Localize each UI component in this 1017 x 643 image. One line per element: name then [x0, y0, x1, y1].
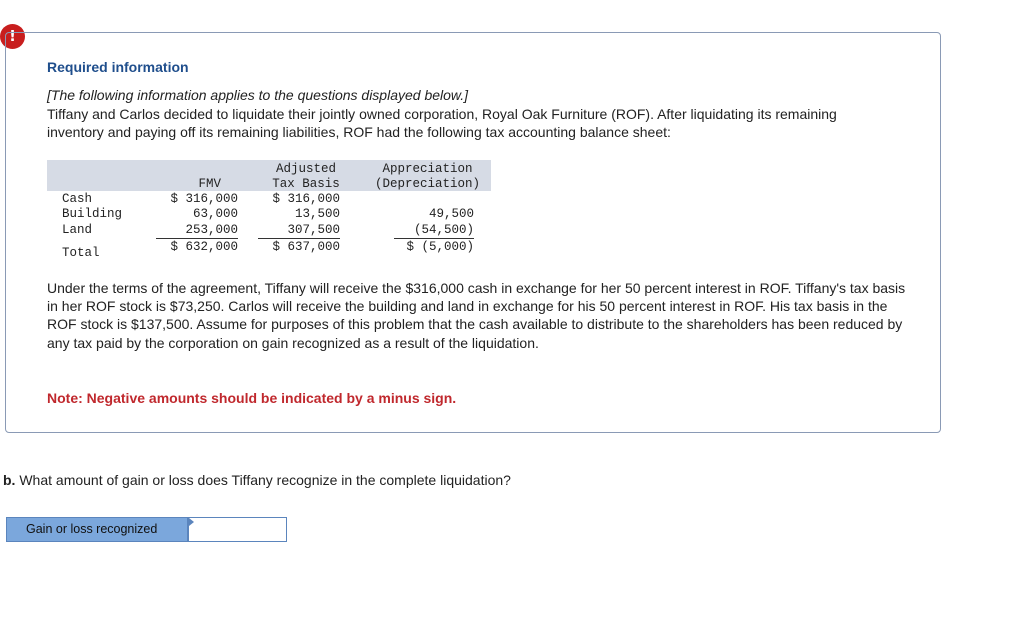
gain-or-loss-input[interactable]: [188, 517, 287, 542]
row-land-label: Land: [62, 223, 93, 237]
header-appr-line1: Appreciation: [382, 162, 473, 176]
row-cash-fmv: $ 316,000: [170, 192, 238, 206]
row-building-fmv: 63,000: [192, 207, 238, 221]
info-intro-italic: [The following information applies to the questions displayed below.]: [47, 87, 469, 103]
header-basis-line1: Adjusted: [275, 162, 336, 176]
question-prefix: b.: [3, 472, 16, 488]
row-total-fmv: $ 632,000: [170, 240, 238, 254]
header-fmv: FMV: [198, 177, 221, 191]
info-body-text: Under the terms of the agreement, Tiffany will receive the $316,000 cash in exchange for her 50 percent interest in ROF. Tiffany's tax basis in her ROF stock is $73,250. Carlos will receive the building and land in exchange for his 50 percent interest in ROF. His tax basis in the ROF stock is $137,500. Assume for purposes of this problem that the cash available to distribute to the shareholders has been reduced by any tax paid by the corporation on gain recognized as a result of the liquidation.: [47, 280, 906, 351]
row-building-basis: 13,500: [294, 207, 340, 221]
exclamation-icon: !: [0, 24, 25, 49]
header-appr-line2: (Depreciation): [374, 177, 481, 191]
row-total-label: Total: [62, 246, 100, 260]
row-land-appr: (54,500): [394, 223, 474, 239]
question-text: What amount of gain or loss does Tiffany recognize in the complete liquidation?: [15, 472, 511, 488]
row-total-appr: $ (5,000): [406, 240, 474, 254]
header-basis-line2: Tax Basis: [272, 177, 340, 191]
question-b: [3, 472, 511, 488]
input-flag-icon: [189, 518, 194, 526]
row-land-fmv: 253,000: [156, 223, 238, 239]
row-cash-basis: $ 316,000: [272, 192, 340, 206]
row-building-label: Building: [62, 207, 123, 221]
row-total-basis: $ 637,000: [272, 240, 340, 254]
required-information-panel: [5, 32, 941, 433]
answer-label: Gain or loss recognized: [6, 517, 188, 542]
info-intro-text: Tiffany and Carlos decided to liquidate their jointly owned corporation, Royal Oak Furniture (ROF). After liquidating its remaining inventory and paying off its remaining liabilities, ROF had the following tax accounting balance sheet:: [47, 106, 837, 140]
info-heading: Required information: [47, 59, 189, 75]
row-cash-label: Cash: [62, 192, 93, 206]
negative-amounts-note: Note: Negative amounts should be indicated by a minus sign.: [47, 390, 457, 406]
row-land-basis: 307,500: [258, 223, 340, 239]
row-building-appr: 49,500: [428, 207, 474, 221]
